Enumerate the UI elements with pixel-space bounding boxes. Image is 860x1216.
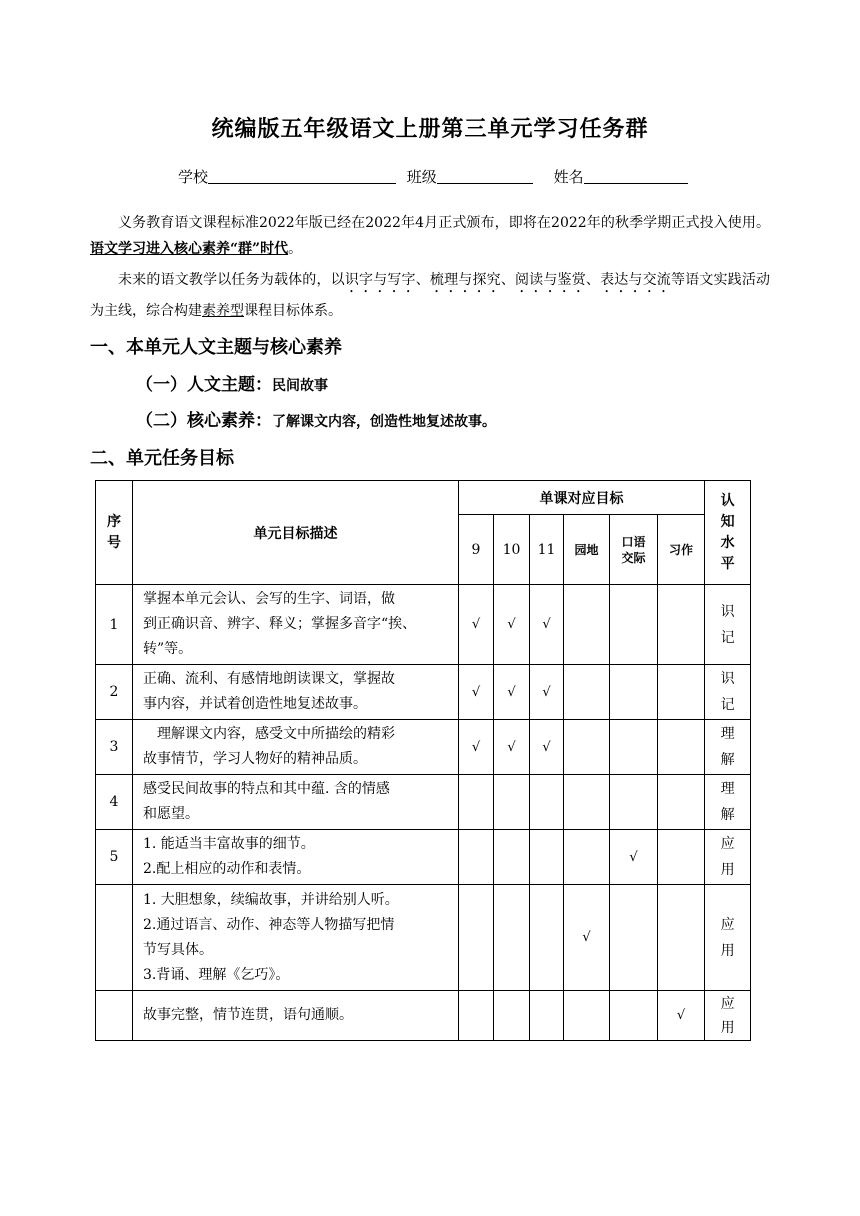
class-blank[interactable] [437, 168, 533, 184]
unit-goals-table [95, 480, 751, 1041]
empty-cell [610, 775, 658, 830]
empty-cell [658, 665, 705, 720]
row-level: 应用 [705, 991, 751, 1041]
empty-cell [610, 665, 658, 720]
row-seq: 2 [96, 665, 133, 720]
check-cell: √ [610, 830, 658, 885]
empty-cell [658, 720, 705, 775]
empty-cell [494, 775, 530, 830]
empty-cell [564, 991, 610, 1041]
empty-cell [658, 775, 705, 830]
sub-2-label: （二）核心素养： [136, 411, 272, 431]
row-seq: 5 [96, 830, 133, 885]
intro-p2-dot-4: 表达与交流 [600, 272, 671, 288]
row-seq: 3 [96, 720, 133, 775]
empty-cell [530, 830, 564, 885]
intro-p1-text: 义务教育语文课程标准2022年版已经在2022年4月正式颁布，即将在2022年的秋季学期正式投入使用。 [118, 215, 770, 231]
sub-1-value: 民间故事 [272, 378, 328, 394]
page-title: 统编版五年级语文上册第三单元学习任务群 [211, 117, 649, 142]
school-label: 学校 [178, 168, 209, 186]
name-label: 姓名 [553, 168, 584, 186]
header-col-yuandi: 园地 [564, 515, 610, 585]
intro-p1-end: 。 [288, 241, 303, 257]
header-col-9: 9 [459, 515, 494, 585]
check-cell: √ [530, 720, 564, 775]
row-desc: 1. 大胆想象，续编故事，并讲给别人听。 2.通过语言、动作、神态等人物描写把情 节写具体。 3.背诵、理解《乞巧》。 [133, 885, 459, 991]
school-blank[interactable] [208, 168, 396, 184]
empty-cell [658, 585, 705, 665]
sub-1-label: （一）人文主题： [136, 375, 272, 395]
info-line [178, 166, 688, 187]
row-level: 理解 [705, 720, 751, 775]
empty-cell [530, 775, 564, 830]
row-level: 应用 [705, 885, 751, 991]
row-seq [96, 991, 133, 1041]
row-level: 理解 [705, 775, 751, 830]
intro-paragraph-2 [90, 265, 770, 326]
check-cell: √ [658, 991, 705, 1041]
empty-cell [564, 830, 610, 885]
empty-cell [459, 885, 494, 991]
table-row [96, 665, 751, 720]
intro-p2-b: 等语文实践活动为主线，综合构建 [90, 272, 771, 319]
check-cell: √ [530, 585, 564, 665]
check-cell: √ [459, 665, 494, 720]
table-row [96, 775, 751, 830]
row-level: 应用 [705, 830, 751, 885]
header-col-10: 10 [494, 515, 530, 585]
table-row [96, 885, 751, 991]
check-cell: √ [564, 885, 610, 991]
row-seq: 1 [96, 585, 133, 665]
header-col-11: 11 [530, 515, 564, 585]
header-lesson-group: 单课对应目标 [459, 481, 705, 515]
table-row [96, 585, 751, 665]
section-1-sub-1 [136, 370, 328, 395]
table-row [96, 991, 751, 1041]
check-cell: √ [494, 720, 530, 775]
section-2-heading: 二、单元任务目标 [90, 448, 234, 469]
empty-cell [530, 991, 564, 1041]
empty-cell [564, 665, 610, 720]
intro-p2-dot-3: 阅读与鉴赏 [515, 272, 586, 288]
empty-cell [658, 885, 705, 991]
intro-p1-emphasis: 语文学习进入核心素养“群”时代 [90, 241, 289, 257]
check-cell: √ [494, 585, 530, 665]
row-desc: 掌握本单元会认、会写的生字、词语，做 到正确识音、辨字、释义；掌握多音字“挨、 转”等。 [133, 585, 459, 665]
section-1-heading: 一、本单元人文主题与核心素养 [90, 337, 342, 358]
empty-cell [459, 830, 494, 885]
header-level: 认知水平 [705, 481, 751, 585]
table-row [96, 720, 751, 775]
check-cell: √ [459, 720, 494, 775]
empty-cell [658, 830, 705, 885]
intro-p2-c: 课程目标体系。 [244, 303, 342, 319]
empty-cell [459, 991, 494, 1041]
row-desc: 故事完整，情节连贯，语句通顺。 [133, 991, 459, 1041]
row-desc: 正确、流利、有感情地朗读课文，掌握故 事内容，并试着创造性地复述故事。 [133, 665, 459, 720]
row-seq: 4 [96, 775, 133, 830]
intro-p2-sep-1: 、 [415, 272, 430, 288]
empty-cell [610, 720, 658, 775]
empty-cell [459, 775, 494, 830]
header-seq: 序号 [96, 481, 133, 585]
intro-p2-sep-3: 、 [585, 272, 601, 288]
empty-cell [494, 991, 530, 1041]
intro-paragraph-1 [90, 210, 770, 262]
empty-cell [610, 585, 658, 665]
name-blank[interactable] [584, 168, 688, 184]
section-1-sub-2 [136, 406, 496, 431]
empty-cell [530, 885, 564, 991]
row-desc: 感受民间故事的特点和其中蕴. 含的情感 和愿望。 [133, 775, 459, 830]
table-row [96, 830, 751, 885]
header-col-writing: 习作 [658, 515, 705, 585]
row-level: 识记 [705, 585, 751, 665]
sub-2-value: 了解课文内容，创造性地复述故事。 [272, 414, 496, 430]
check-cell: √ [494, 665, 530, 720]
empty-cell [564, 585, 610, 665]
check-cell: √ [459, 585, 494, 665]
empty-cell [564, 775, 610, 830]
class-label: 班级 [406, 168, 437, 186]
row-seq [96, 885, 133, 991]
intro-p2-dot-1: 识字与写字 [344, 272, 416, 288]
check-cell: √ [530, 665, 564, 720]
row-desc: 1. 能适当丰富故事的细节。 2.配上相应的动作和表情。 [133, 830, 459, 885]
row-desc: 理解课文内容，感受文中所描绘的精彩 故事情节，学习人物好的精神品质。 [133, 720, 459, 775]
intro-p2-sep-2: 、 [500, 272, 515, 288]
empty-cell [610, 991, 658, 1041]
row-level: 识记 [705, 665, 751, 720]
header-desc: 单元目标描述 [133, 481, 459, 585]
header-col-oral: 口语交际 [610, 515, 658, 585]
empty-cell [494, 830, 530, 885]
intro-p2-underline: 素养型 [202, 303, 244, 319]
intro-p2-a: 未来的语文教学以任务为载体的，以 [118, 272, 345, 288]
empty-cell [564, 720, 610, 775]
intro-p2-dot-2: 梳理与探究 [429, 272, 501, 288]
empty-cell [494, 885, 530, 991]
empty-cell [610, 885, 658, 991]
